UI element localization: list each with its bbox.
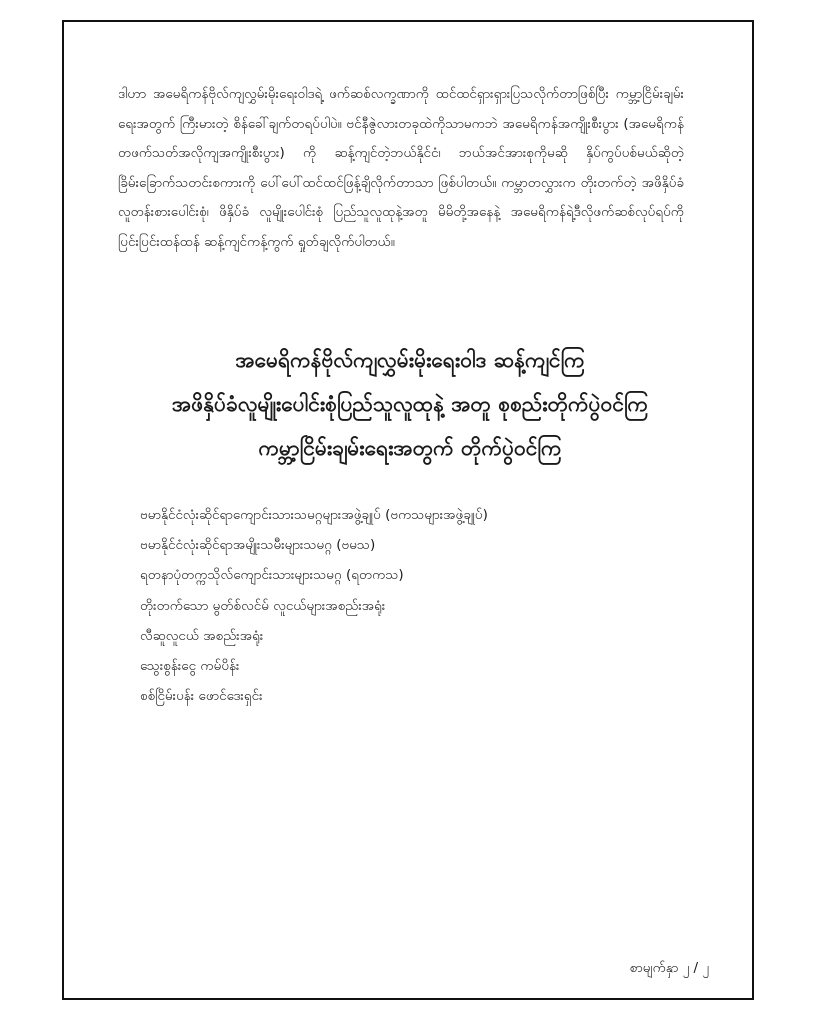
slogan-line-2: အဖိနှိပ်ခံလူမျိုးပေါင်းစုံပြည်သူလူထုနဲ့ အတူ စုစည်းတိုက်ပွဲဝင်ကြ bbox=[171, 392, 649, 416]
signatory-item: တိုးတက်သော မွတ်စ်လင်မ် လူငယ်များအစည်းအရုံး bbox=[140, 597, 386, 614]
page-number: စာမျက်နှာ ၂ / ၂ bbox=[629, 960, 709, 976]
slogan-heading bbox=[90, 338, 730, 470]
slogan-line-3: ကမ္ဘာ့ငြိမ်းချမ်းရေးအတွက် တိုက်ပွဲဝင်ကြ bbox=[258, 436, 562, 460]
signatory-item: သွေးစွန်းငွေ ကမ်ပိန်း bbox=[140, 658, 240, 675]
signatory-list bbox=[140, 500, 700, 711]
signatory-item: လီဆူလူငယ် အစည်းအရုံး bbox=[140, 627, 264, 644]
slogan-line-1: အမေရိကန်ဗိုလ်ကျလွှမ်းမိုးရေးဝါဒ ဆန့်ကျင်ကြ bbox=[235, 348, 585, 372]
signatory-item: ဗမာနိုင်ငံလုံးဆိုင်ရာအမျိုးသမီးများသမဂ္ဂ (ဗမသ) bbox=[140, 537, 376, 554]
signatory-item: ဗမာနိုင်ငံလုံးဆိုင်ရာကျောင်းသားသမဂ္ဂများအဖွဲ့ချုပ် (ဗကသများအဖွဲ့ချုပ်) bbox=[140, 507, 488, 523]
signatory-item: ရတနာပုံတက္ကသိုလ်ကျောင်းသားများသမဂ္ဂ (ရတကသ) bbox=[140, 567, 404, 584]
intro-paragraph: ဒါဟာ အမေရိကန်ဗိုလ်ကျလွှမ်းမိုးရေးဝါဒရဲ့ ဖက်ဆစ်လက္ခဏာကို ထင်ထင်ရှားရှားပြသလိုက်တာဖြစ်ပြီး ကမ္ဘာ့ငြိမ်းချမ်းရေးအတွက် ကြီးမားတဲ့ စိန်ခေါ်ချက်တရပ်ပါပဲ။ ဗင်နီဇွဲလားတခုထဲကိုသာမကဘဲ အမေရိကန်အကျိုးစီးပွား (အမေရိကန်တဖက်သတ်အလိုကျအကျိုးစီးပွား) ကို ဆန့်ကျင်တဲ့ဘယ်နိုင်ငံ၊ ဘယ်အင်အားစုကိုမဆို နှိပ်ကွပ်ပစ်မယ်ဆိုတဲ့ ခြိမ်းခြောက်သတင်းစကားကို ပေါ်ပေါ်ထင်ထင်ဖြန့်ချိလိုက်တာသာ ဖြစ်ပါတယ်။ ကမ္ဘာတလွှားက တိုးတက်တဲ့ အဖိနှိပ်ခံ လူတန်းစားပေါင်းစုံ၊ ဖိနှိပ်ခံ လူမျိုးပေါင်းစုံ ပြည်သူလူထုနဲ့အတူ မိမိတို့အနေနဲ့ အမေရိကန်ရဲ့ဒီလိုဖက်ဆစ်လုပ်ရပ်ကို ပြင်းပြင်းထန်ထန် ဆန့်ကျင်ကန့်ကွက် ရှုတ်ချလိုက်ပါတယ်။ bbox=[118, 86, 684, 250]
signatory-item: စစ်ငြိမ်းပန်း ဖောင်ဒေးရှင်း bbox=[140, 688, 263, 705]
